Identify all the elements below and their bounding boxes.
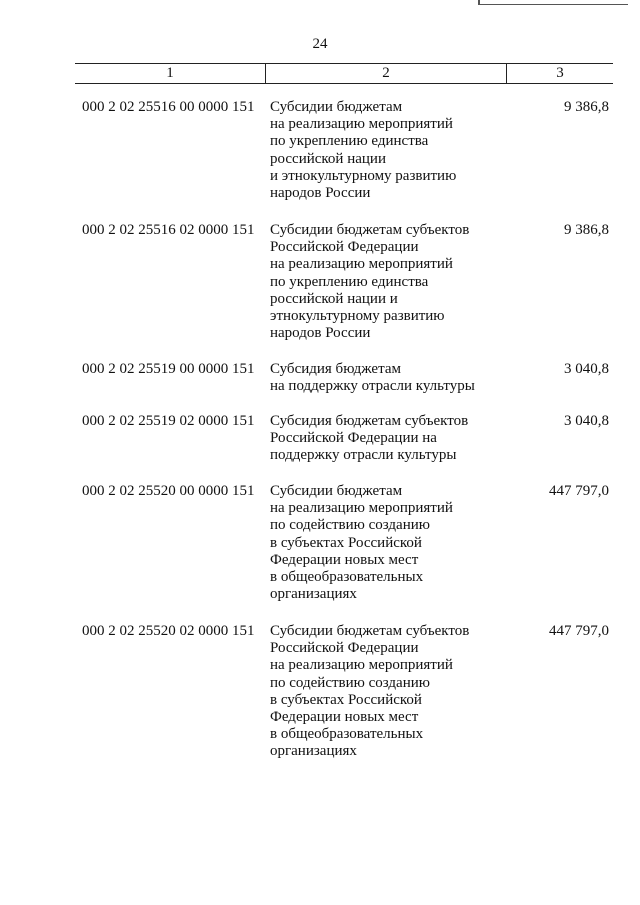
description-line: и этнокультурному развитию [270,167,457,184]
description-line: Российской Федерации [270,239,419,256]
description-line: Российской Федерации [270,640,419,657]
description-line: в субъектах Российской [270,534,422,551]
description-line: Субсидии бюджетам [270,99,403,115]
table-header [75,63,613,84]
description-line: российской нации [270,150,386,167]
description-line: народов России [270,185,371,202]
description-line: народов России [270,325,371,342]
description-line: в субъектах Российской [270,691,422,708]
description-line: Субсидии бюджетам субъектов [270,222,470,238]
description-line: по укреплению единства [270,273,429,290]
description-line: поддержку отрасли культуры [270,447,457,464]
budget-code: 000 2 02 25519 00 0000 151 [82,361,255,377]
description-line: этнокультурному развитию [270,308,445,325]
description-line: Российской Федерации на [270,430,437,447]
row-amount: 447 797,0 [549,623,609,639]
description-line: организациях [270,586,357,603]
header-col-2: 2 [266,64,507,83]
row-description [270,623,500,761]
description-line: Федерации новых мест [270,709,419,726]
page-number: 24 [312,36,328,52]
description-line: на поддержку отрасли культуры [270,378,475,395]
description-line: Субсидии бюджетам [270,483,403,499]
budget-code: 000 2 02 25516 00 0000 151 [82,99,255,115]
description-line: по содействию созданию [270,674,430,691]
description-line: Субсидия бюджетам субъектов [270,413,469,429]
row-amount: 3 040,8 [564,413,609,429]
row-description [270,413,500,465]
description-line: на реализацию мероприятий [270,256,453,273]
budget-code: 000 2 02 25520 00 0000 151 [82,483,255,499]
scan-corner-mark [478,0,628,5]
row-description [270,99,500,202]
description-line: в общеобразовательных [270,726,424,743]
header-col-1: 1 [75,64,266,83]
description-line: на реализацию мероприятий [270,657,453,674]
description-line: Федерации новых мест [270,551,419,568]
row-description [270,222,500,342]
budget-code: 000 2 02 25519 02 0000 151 [82,413,255,429]
description-line: по содействию созданию [270,517,430,534]
budget-code: 000 2 02 25520 02 0000 151 [82,623,255,639]
description-line: Субсидии бюджетам субъектов [270,623,470,639]
row-description [270,361,500,395]
description-line: Субсидия бюджетам [270,361,401,377]
description-line: по укреплению единства [270,133,429,150]
row-description [270,483,500,603]
header-col-3: 3 [556,65,564,81]
description-line: на реализацию мероприятий [270,116,453,133]
description-line: в общеобразовательных [270,569,424,586]
row-amount: 3 040,8 [564,361,609,377]
row-amount: 447 797,0 [549,483,609,499]
description-line: российской нации и [270,290,398,307]
budget-code: 000 2 02 25516 02 0000 151 [82,222,255,238]
description-line: на реализацию мероприятий [270,500,453,517]
row-amount: 9 386,8 [564,99,609,115]
row-amount: 9 386,8 [564,222,609,238]
description-line: организациях [270,743,357,760]
